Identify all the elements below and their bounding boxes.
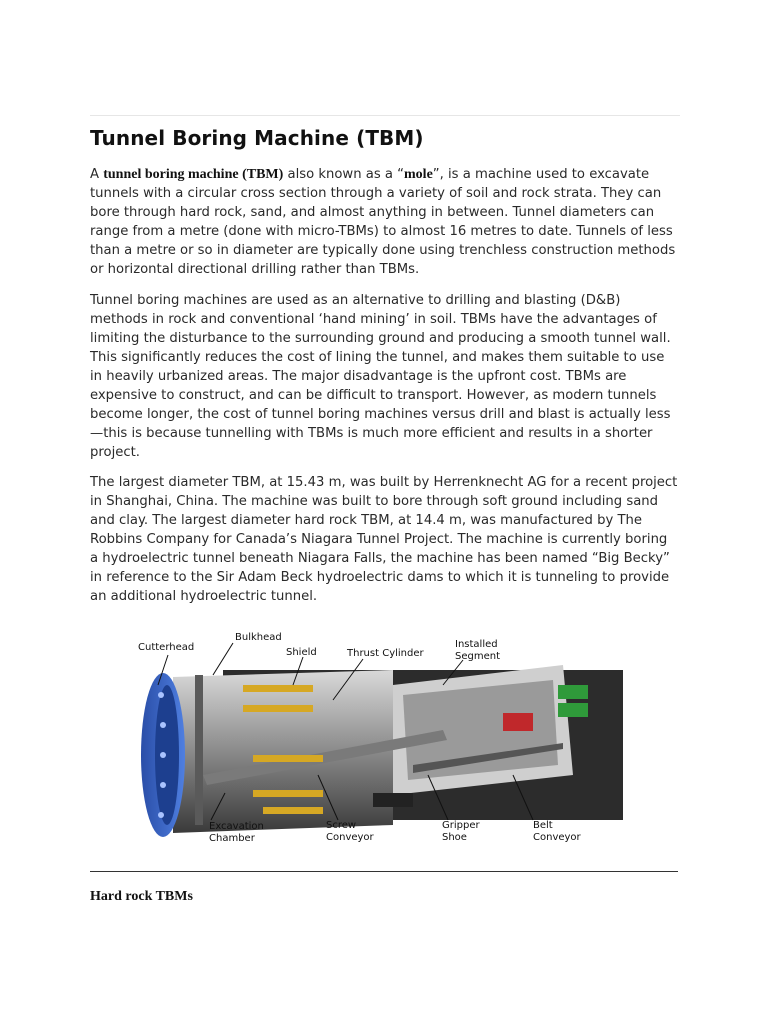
label-belt-conveyor: Conveyor [533, 832, 581, 843]
label-thrust-cylinder: Thrust Cylinder [347, 648, 424, 659]
label-screw: Screw [326, 820, 357, 831]
term-mole: mole [404, 167, 433, 182]
intro-paragraph [90, 165, 678, 279]
p1-mid: also known as a “ [283, 167, 405, 182]
label-screw-conveyor: Conveyor [326, 832, 374, 843]
largest-tbm-paragraph: The largest diameter TBM, at 15.43 m, was built by Herrenknecht AG for a recent project in Shanghai, China. The machine was built to bore through soft ground including sand and clay. The largest diameter hard rock TBM, at 14.4 m, was manufactured by The Robbins Company for Canada’s Niagara Tunnel Project. The machine is currently boring a hydroelectric tunnel beneath Niagara Falls, the machine has been named “Big Becky” in reference to the Sir Adam Beck hydroelectric dams to which it is tunneling to provide an additional hydroelectric tunnel. [90, 475, 678, 604]
page-title: Tunnel Boring Machine (TBM) [90, 126, 424, 150]
section-divider [90, 871, 678, 872]
label-belt: Belt [533, 820, 553, 831]
label-cutterhead: Cutterhead [138, 642, 195, 653]
label-shoe: Shoe [442, 832, 467, 843]
label-chamber: Chamber [209, 833, 255, 844]
term-tbm: tunnel boring machine (TBM) [103, 167, 284, 182]
tbm-cutaway-illustration [133, 625, 633, 850]
advantages-paragraph: Tunnel boring machines are used as an alternative to drilling and blasting (D&B) methods in rock and conventional ‘hand mining’ in soil. TBMs have the advantages of limiting the disturbance to the surrounding ground and producing a smooth tunnel wall. This significantly reduces the cost of lining the tunnel, and makes them suitable to use in heavily urbanized areas. The major disadvantage is the upfront cost. TBMs are expensive to construct, and can be difficult to transport. However, as modern tunnels become longer, the cost of tunnel boring machines versus drill and blast is actually less—this is because tunnelling with TBMs is much more efficient and results in a shorter project. [90, 293, 671, 460]
p1-rest: ”, is a machine used to excavate tunnels with a circular cross section through a variety of soil and rock strata. They can bore through hard rock, sand, and almost anything in between. Tunnel diameters can range from a metre (done with micro-TBMs) to almost 16 metres to date. Tunnels of less than a metre or so in diameter are typically done using trenchless construction methods or horizontal directional drilling rather than TBMs. [90, 167, 676, 277]
label-segment: Segment [455, 651, 500, 662]
label-shield: Shield [286, 647, 317, 658]
section-heading: Hard rock TBMs [90, 889, 193, 904]
tbm-cutaway-figure [133, 625, 633, 850]
label-gripper: Gripper [442, 820, 480, 831]
label-excavation: Excavation [209, 821, 264, 832]
top-divider [90, 115, 680, 116]
label-installed: Installed [455, 639, 498, 650]
p1-pre: A [90, 167, 104, 182]
label-bulkhead: Bulkhead [235, 632, 282, 643]
